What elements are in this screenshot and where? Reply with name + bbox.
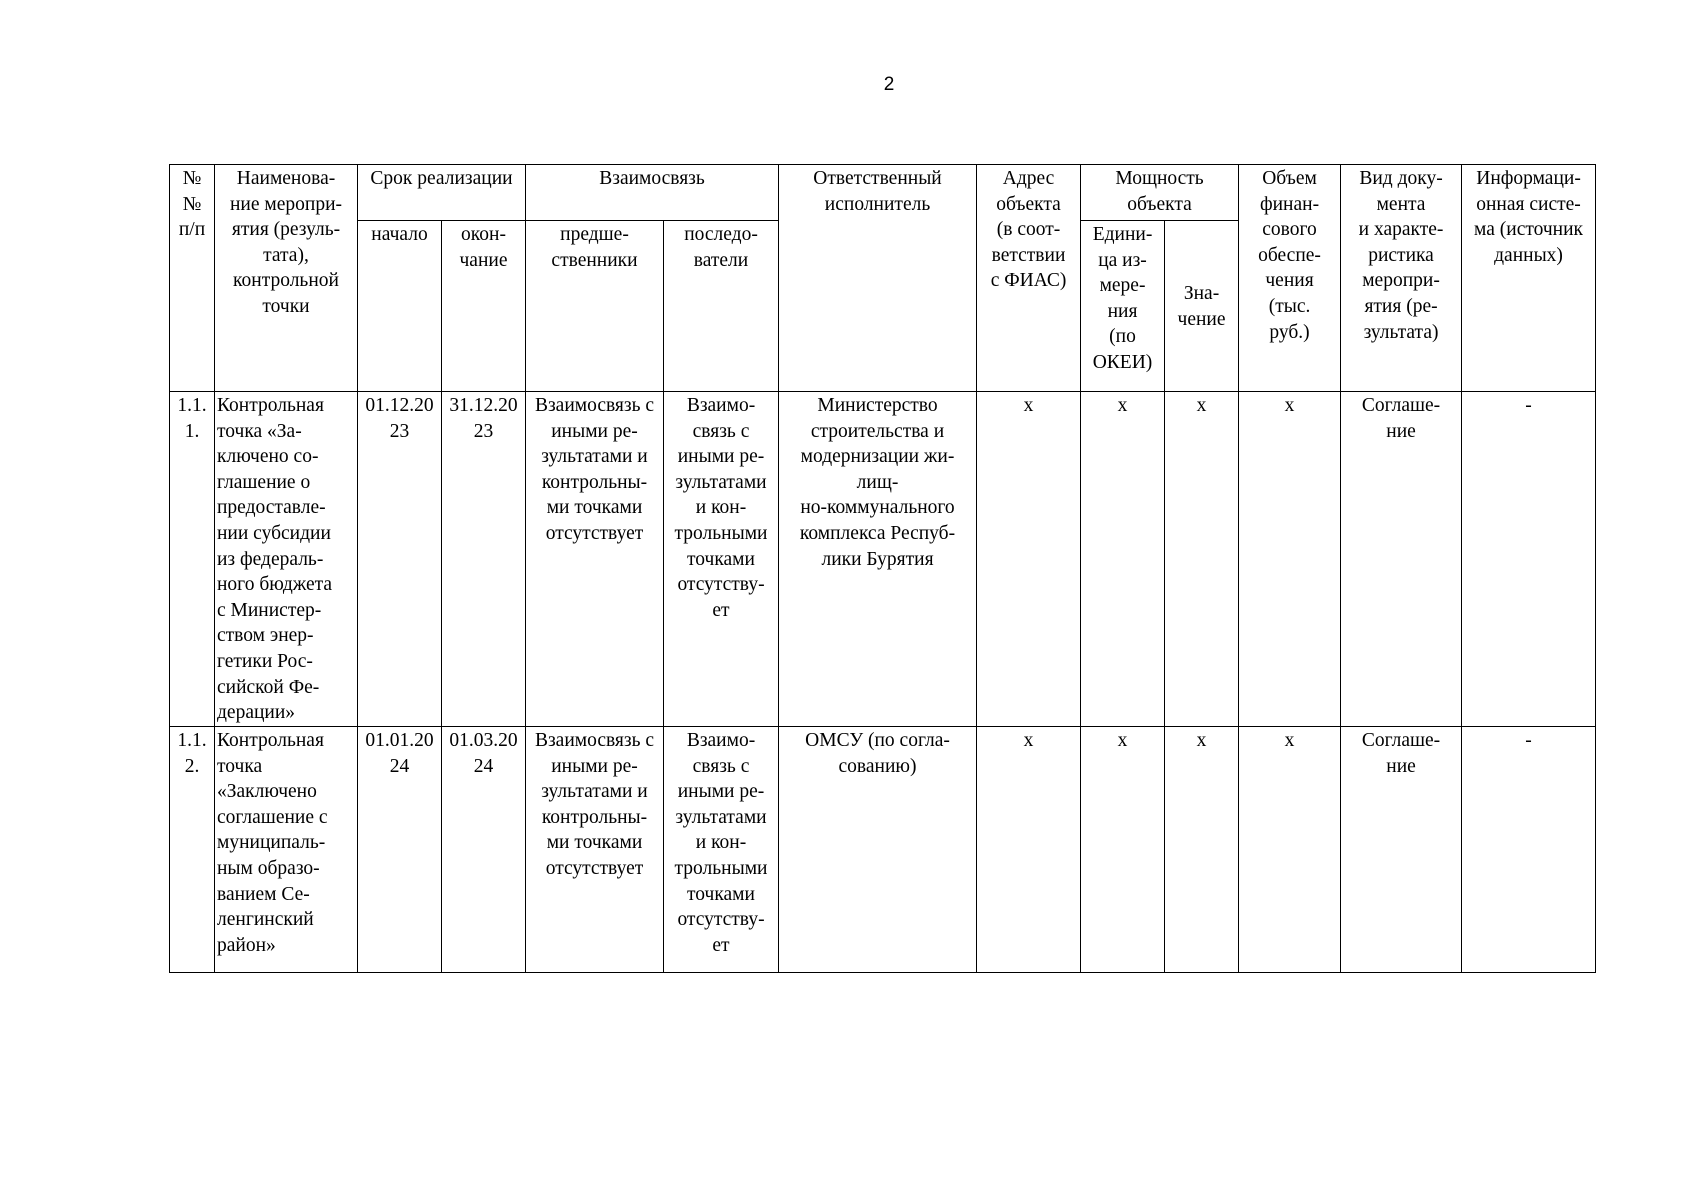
row-responsible: ОМСУ (по согла- сованию) [779,727,977,973]
row-predecessors: Взаимосвязь с иными ре- зультатами и контрольны- ми точками отсутствует [526,727,664,973]
header-num: № № п/п [170,165,215,392]
header-capacity: Мощность объекта [1081,165,1239,221]
row-name: Контрольная точка «За- ключено со- глашение о предоставле- нии субсидии из федераль- ного бюджета с Министер- ством энер- гетики Рос- сийской Фе- дерации» [215,392,358,727]
header-unit: Едини- ца из- мере- ния (по ОКЕИ) [1081,221,1165,392]
header-info-system: Информаци- онная систе- ма (источник данных) [1462,165,1596,392]
row-unit: x [1081,727,1165,973]
row-end: 31.12.20 23 [442,392,526,727]
row-value: x [1165,727,1239,973]
row-address: x [977,727,1081,973]
row-successors: Взаимо- связь с иными ре- зультатами и кон- трольными точками отсутству- ет [664,392,779,727]
header-period: Срок реализации [358,165,526,221]
row-info-system: - [1462,727,1596,973]
row-responsible: Министерство строительства и модернизации жи- лищ- но-коммунального комплекса Респуб- лики Бурятия [779,392,977,727]
header-row [170,165,1596,221]
row-doc-type: Соглаше- ние [1341,392,1462,727]
row-start: 01.12.20 23 [358,392,442,727]
header-funding: Объем финан- сового обеспе- чения (тыс. руб.) [1239,165,1341,392]
row-info-system: - [1462,392,1596,727]
header-end: окон- чание [442,221,526,392]
row-funding: x [1239,392,1341,727]
row-address: x [977,392,1081,727]
page-number: 2 [883,74,895,95]
row-num: 1.1. 1. [170,392,215,727]
header-successors: последо- ватели [664,221,779,392]
table-row [170,727,1596,973]
control-points-table [169,164,1596,973]
header-predecessors: предше- ственники [526,221,664,392]
row-successors: Взаимо- связь с иными ре- зультатами и кон- трольными точками отсутству- ет [664,727,779,973]
row-num: 1.1. 2. [170,727,215,973]
table-row [170,392,1596,727]
header-doc-type: Вид доку- мента и характе- ристика меропри- ятия (ре- зультата) [1341,165,1462,392]
row-value: x [1165,392,1239,727]
row-unit: x [1081,392,1165,727]
row-end: 01.03.20 24 [442,727,526,973]
header-responsible: Ответственный исполнитель [779,165,977,392]
header-value: Зна- чение [1165,221,1239,392]
row-predecessors: Взаимосвязь с иными ре- зультатами и контрольны- ми точками отсутствует [526,392,664,727]
row-doc-type: Соглаше- ние [1341,727,1462,973]
header-start: начало [358,221,442,392]
header-name: Наименова- ние меропри- ятия (резуль- тата), контрольной точки [215,165,358,392]
row-funding: x [1239,727,1341,973]
row-start: 01.01.20 24 [358,727,442,973]
header-address: Адрес объекта (в соот- ветствии с ФИАС) [977,165,1081,392]
row-name: Контрольная точка «Заключено соглашение с муниципаль- ным образо- ванием Се- ленгинский район» [215,727,358,973]
header-relation: Взаимосвязь [526,165,779,221]
